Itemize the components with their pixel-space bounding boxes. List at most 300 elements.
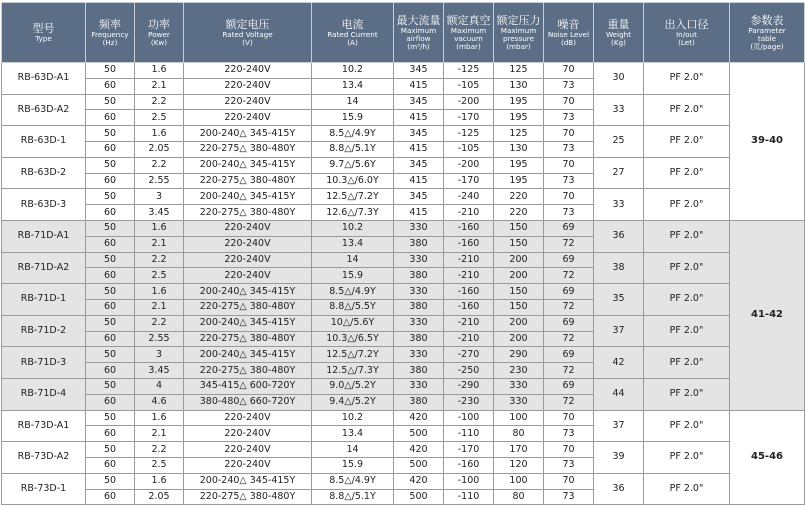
power-cell: 2.1 <box>135 299 184 315</box>
current-cell: 8.5△/4.9Y <box>312 284 394 300</box>
airflow-cell: 345 <box>394 189 444 205</box>
current-cell: 9.0△/5.2Y <box>312 378 394 394</box>
parameter-page-cell: 45-46 <box>730 410 805 505</box>
pressure-cell: 330 <box>494 378 544 394</box>
vacuum-cell: -125 <box>444 63 494 79</box>
table-header <box>2 3 805 63</box>
column-header-en-line: airflow <box>406 34 431 43</box>
column-header <box>644 3 730 63</box>
column-header-zh: 电流 <box>341 18 364 31</box>
current-cell: 8.8△/5.5Y <box>312 299 394 315</box>
pressure-cell: 230 <box>494 363 544 379</box>
model-type-cell: RB-63D-3 <box>2 189 86 221</box>
port-size-cell: PF 2.0" <box>644 126 730 158</box>
airflow-cell: 420 <box>394 473 444 489</box>
pressure-cell: 330 <box>494 394 544 410</box>
column-header <box>494 3 544 63</box>
power-cell: 2.1 <box>135 426 184 442</box>
vacuum-cell: -100 <box>444 410 494 426</box>
frequency-cell: 50 <box>86 94 135 110</box>
noise-cell: 72 <box>544 268 594 284</box>
airflow-cell: 500 <box>394 457 444 473</box>
voltage-cell: 220-240V <box>184 410 312 426</box>
weight-cell: 38 <box>594 252 644 284</box>
vacuum-cell: -270 <box>444 347 494 363</box>
pressure-cell: 200 <box>494 331 544 347</box>
frequency-cell: 50 <box>86 315 135 331</box>
model-type-cell: RB-63D-A1 <box>2 63 86 95</box>
voltage-cell: 220-240V <box>184 268 312 284</box>
weight-cell: 36 <box>594 220 644 252</box>
airflow-cell: 500 <box>394 489 444 505</box>
pressure-cell: 290 <box>494 347 544 363</box>
airflow-cell: 380 <box>394 268 444 284</box>
model-type-cell: RB-71D-1 <box>2 284 86 316</box>
weight-cell: 27 <box>594 157 644 189</box>
weight-cell: 35 <box>594 284 644 316</box>
voltage-cell: 345-415△ 600-720Y <box>184 378 312 394</box>
vacuum-cell: -170 <box>444 110 494 126</box>
pressure-cell: 195 <box>494 157 544 173</box>
power-cell: 1.6 <box>135 220 184 236</box>
frequency-cell: 50 <box>86 63 135 79</box>
column-header <box>730 3 805 63</box>
port-size-cell: PF 2.0" <box>644 157 730 189</box>
voltage-cell: 200-240△ 345-415Y <box>184 315 312 331</box>
voltage-cell: 220-275△ 380-480Y <box>184 141 312 157</box>
voltage-cell: 220-240V <box>184 457 312 473</box>
airflow-cell: 415 <box>394 110 444 126</box>
column-header-zh: 频率 <box>99 18 121 31</box>
column-header <box>2 3 86 63</box>
weight-cell: 33 <box>594 189 644 221</box>
airflow-cell: 380 <box>394 363 444 379</box>
frequency-cell: 60 <box>86 141 135 157</box>
frequency-cell: 60 <box>86 394 135 410</box>
voltage-cell: 220-240V <box>184 236 312 252</box>
vacuum-cell: -200 <box>444 94 494 110</box>
power-cell: 2.5 <box>135 268 184 284</box>
vacuum-cell: -210 <box>444 205 494 221</box>
voltage-cell: 220-240V <box>184 252 312 268</box>
current-cell: 14 <box>312 252 394 268</box>
power-cell: 2.1 <box>135 236 184 252</box>
model-type-cell: RB-71D-4 <box>2 378 86 410</box>
voltage-cell: 220-240V <box>184 110 312 126</box>
power-cell: 2.2 <box>135 94 184 110</box>
current-cell: 15.9 <box>312 457 394 473</box>
airflow-cell: 415 <box>394 141 444 157</box>
current-cell: 9.7△/5.6Y <box>312 157 394 173</box>
column-header <box>312 3 394 63</box>
vacuum-cell: -105 <box>444 78 494 94</box>
column-header-en-line: (Kg) <box>611 38 626 47</box>
model-type-cell: RB-63D-1 <box>2 126 86 158</box>
pressure-cell: 150 <box>494 299 544 315</box>
column-header-en-line: (Let) <box>678 38 695 47</box>
vacuum-cell: -160 <box>444 220 494 236</box>
noise-cell: 69 <box>544 284 594 300</box>
frequency-cell: 50 <box>86 410 135 426</box>
noise-cell: 73 <box>544 426 594 442</box>
frequency-cell: 50 <box>86 126 135 142</box>
power-cell: 3.45 <box>135 363 184 379</box>
frequency-cell: 50 <box>86 473 135 489</box>
table-row <box>2 410 805 426</box>
frequency-cell: 60 <box>86 299 135 315</box>
noise-cell: 69 <box>544 252 594 268</box>
model-type-cell: RB-71D-2 <box>2 315 86 347</box>
model-type-cell: RB-63D-2 <box>2 157 86 189</box>
port-size-cell: PF 2.0" <box>644 284 730 316</box>
pressure-cell: 150 <box>494 284 544 300</box>
column-header-en-line: (Hz) <box>102 38 118 47</box>
power-cell: 2.2 <box>135 315 184 331</box>
current-cell: 14 <box>312 442 394 458</box>
current-cell: 8.5△/4.9Y <box>312 126 394 142</box>
power-cell: 2.5 <box>135 110 184 126</box>
table-row <box>2 157 805 173</box>
column-header-en-line: In/out <box>676 30 697 39</box>
airflow-cell: 415 <box>394 205 444 221</box>
pressure-cell: 195 <box>494 94 544 110</box>
model-type-cell: RB-73D-A2 <box>2 442 86 474</box>
vacuum-cell: -170 <box>444 173 494 189</box>
noise-cell: 72 <box>544 363 594 379</box>
vacuum-cell: -100 <box>444 473 494 489</box>
airflow-cell: 380 <box>394 394 444 410</box>
airflow-cell: 330 <box>394 220 444 236</box>
port-size-cell: PF 2.0" <box>644 442 730 474</box>
airflow-cell: 380 <box>394 236 444 252</box>
power-cell: 3.45 <box>135 205 184 221</box>
vacuum-cell: -110 <box>444 489 494 505</box>
noise-cell: 70 <box>544 442 594 458</box>
noise-cell: 73 <box>544 173 594 189</box>
vacuum-cell: -290 <box>444 378 494 394</box>
noise-cell: 73 <box>544 457 594 473</box>
current-cell: 10△/5.6Y <box>312 315 394 331</box>
column-header-zh: 功率 <box>148 18 170 31</box>
pressure-cell: 120 <box>494 457 544 473</box>
weight-cell: 44 <box>594 378 644 410</box>
column-header <box>394 3 444 63</box>
airflow-cell: 345 <box>394 157 444 173</box>
noise-cell: 70 <box>544 189 594 205</box>
port-size-cell: PF 2.0" <box>644 378 730 410</box>
frequency-cell: 50 <box>86 442 135 458</box>
parameter-page-cell: 39-40 <box>730 63 805 221</box>
power-cell: 2.05 <box>135 141 184 157</box>
column-header-en-line: Noise Level <box>547 30 590 39</box>
model-type-cell: RB-73D-A1 <box>2 410 86 442</box>
column-header-en-line: Maximum <box>450 26 487 35</box>
spec-table <box>1 2 805 505</box>
weight-cell: 37 <box>594 315 644 347</box>
column-header-en-line: Weight <box>605 30 632 39</box>
port-size-cell: PF 2.0" <box>644 63 730 95</box>
voltage-cell: 220-240V <box>184 94 312 110</box>
noise-cell: 70 <box>544 94 594 110</box>
airflow-cell: 330 <box>394 347 444 363</box>
vacuum-cell: -240 <box>444 189 494 205</box>
voltage-cell: 200-240△ 345-415Y <box>184 347 312 363</box>
column-header-en-line: (mbar) <box>506 42 531 51</box>
noise-cell: 70 <box>544 126 594 142</box>
frequency-cell: 60 <box>86 426 135 442</box>
port-size-cell: PF 2.0" <box>644 189 730 221</box>
current-cell: 10.2 <box>312 220 394 236</box>
model-type-cell: RB-71D-A2 <box>2 252 86 284</box>
weight-cell: 36 <box>594 473 644 505</box>
voltage-cell: 220-275△ 380-480Y <box>184 363 312 379</box>
current-cell: 12.5△/7.2Y <box>312 189 394 205</box>
frequency-cell: 60 <box>86 110 135 126</box>
power-cell: 1.6 <box>135 126 184 142</box>
port-size-cell: PF 2.0" <box>644 220 730 252</box>
noise-cell: 72 <box>544 299 594 315</box>
port-size-cell: PF 2.0" <box>644 347 730 379</box>
pressure-cell: 195 <box>494 173 544 189</box>
table-row <box>2 284 805 300</box>
current-cell: 8.5△/4.9Y <box>312 473 394 489</box>
noise-cell: 70 <box>544 473 594 489</box>
power-cell: 4 <box>135 378 184 394</box>
column-header-en-line: Power <box>148 30 170 39</box>
current-cell: 9.4△/5.2Y <box>312 394 394 410</box>
port-size-cell: PF 2.0" <box>644 315 730 347</box>
pressure-cell: 100 <box>494 473 544 489</box>
power-cell: 2.2 <box>135 252 184 268</box>
pressure-cell: 200 <box>494 252 544 268</box>
column-header-en-line: Frequency <box>91 30 129 39</box>
current-cell: 10.3△/6.5Y <box>312 331 394 347</box>
power-cell: 2.2 <box>135 157 184 173</box>
column-header-en-line: Rated Current <box>327 30 378 39</box>
column-header <box>544 3 594 63</box>
column-header-en-line: (m³/h) <box>407 42 430 51</box>
frequency-cell: 60 <box>86 457 135 473</box>
power-cell: 1.6 <box>135 63 184 79</box>
current-cell: 12.5△/7.2Y <box>312 347 394 363</box>
noise-cell: 69 <box>544 220 594 236</box>
column-header-en-line: (dB) <box>560 38 577 47</box>
airflow-cell: 345 <box>394 94 444 110</box>
noise-cell: 70 <box>544 410 594 426</box>
frequency-cell: 60 <box>86 78 135 94</box>
port-size-cell: PF 2.0" <box>644 410 730 442</box>
airflow-cell: 345 <box>394 126 444 142</box>
voltage-cell: 200-240△ 345-415Y <box>184 284 312 300</box>
voltage-cell: 200-240△ 345-415Y <box>184 473 312 489</box>
table-row <box>2 126 805 142</box>
column-header <box>135 3 184 63</box>
pressure-cell: 125 <box>494 63 544 79</box>
table-row <box>2 220 805 236</box>
noise-cell: 73 <box>544 78 594 94</box>
weight-cell: 33 <box>594 94 644 126</box>
weight-cell: 25 <box>594 126 644 158</box>
frequency-cell: 50 <box>86 347 135 363</box>
pressure-cell: 125 <box>494 126 544 142</box>
table-row <box>2 442 805 458</box>
power-cell: 3 <box>135 347 184 363</box>
power-cell: 2.5 <box>135 457 184 473</box>
power-cell: 2.05 <box>135 489 184 505</box>
vacuum-cell: -160 <box>444 284 494 300</box>
vacuum-cell: -160 <box>444 457 494 473</box>
table-body <box>2 63 805 505</box>
frequency-cell: 60 <box>86 363 135 379</box>
column-header-zh: 参数表 <box>750 14 784 27</box>
pressure-cell: 220 <box>494 205 544 221</box>
table-row <box>2 252 805 268</box>
table-row <box>2 94 805 110</box>
column-header-zh: 噪音 <box>557 18 580 31</box>
model-type-cell: RB-71D-A1 <box>2 220 86 252</box>
column-header <box>444 3 494 63</box>
column-header <box>86 3 135 63</box>
pressure-cell: 150 <box>494 220 544 236</box>
frequency-cell: 50 <box>86 252 135 268</box>
airflow-cell: 380 <box>394 331 444 347</box>
power-cell: 2.2 <box>135 442 184 458</box>
column-header-zh: 出入口径 <box>664 18 709 31</box>
frequency-cell: 60 <box>86 205 135 221</box>
voltage-cell: 220-275△ 380-480Y <box>184 205 312 221</box>
column-header-en-line: Rated Voltage <box>222 30 273 39</box>
vacuum-cell: -110 <box>444 426 494 442</box>
frequency-cell: 60 <box>86 489 135 505</box>
airflow-cell: 330 <box>394 284 444 300</box>
noise-cell: 73 <box>544 205 594 221</box>
frequency-cell: 50 <box>86 378 135 394</box>
pressure-cell: 100 <box>494 410 544 426</box>
column-header-en-line: Maximum <box>400 26 437 35</box>
airflow-cell: 420 <box>394 410 444 426</box>
airflow-cell: 345 <box>394 63 444 79</box>
pressure-cell: 80 <box>494 426 544 442</box>
header-row <box>2 3 805 63</box>
voltage-cell: 220-240V <box>184 220 312 236</box>
vacuum-cell: -210 <box>444 331 494 347</box>
current-cell: 15.9 <box>312 268 394 284</box>
power-cell: 4.6 <box>135 394 184 410</box>
power-cell: 2.1 <box>135 78 184 94</box>
current-cell: 10.2 <box>312 63 394 79</box>
current-cell: 13.4 <box>312 236 394 252</box>
frequency-cell: 60 <box>86 236 135 252</box>
column-header <box>594 3 644 63</box>
vacuum-cell: -200 <box>444 157 494 173</box>
current-cell: 10.3△/6.0Y <box>312 173 394 189</box>
frequency-cell: 60 <box>86 268 135 284</box>
voltage-cell: 220-275△ 380-480Y <box>184 489 312 505</box>
current-cell: 15.9 <box>312 110 394 126</box>
voltage-cell: 220-275△ 380-480Y <box>184 299 312 315</box>
current-cell: 12.6△/7.3Y <box>312 205 394 221</box>
airflow-cell: 415 <box>394 173 444 189</box>
airflow-cell: 415 <box>394 78 444 94</box>
column-header <box>184 3 312 63</box>
column-header-en-line: vacuum <box>454 34 483 43</box>
port-size-cell: PF 2.0" <box>644 94 730 126</box>
column-header-en-line: table <box>757 34 777 43</box>
vacuum-cell: -210 <box>444 315 494 331</box>
table-row <box>2 473 805 489</box>
current-cell: 12.5△/7.3Y <box>312 363 394 379</box>
current-cell: 8.8△/5.1Y <box>312 141 394 157</box>
frequency-cell: 50 <box>86 157 135 173</box>
noise-cell: 69 <box>544 347 594 363</box>
column-header-en-line: Type <box>35 34 52 43</box>
pressure-cell: 170 <box>494 442 544 458</box>
pressure-cell: 80 <box>494 489 544 505</box>
pressure-cell: 150 <box>494 236 544 252</box>
vacuum-cell: -160 <box>444 236 494 252</box>
airflow-cell: 380 <box>394 299 444 315</box>
voltage-cell: 220-240V <box>184 426 312 442</box>
vacuum-cell: -210 <box>444 268 494 284</box>
weight-cell: 42 <box>594 347 644 379</box>
table-row <box>2 347 805 363</box>
weight-cell: 30 <box>594 63 644 95</box>
current-cell: 13.4 <box>312 426 394 442</box>
power-cell: 1.6 <box>135 473 184 489</box>
airflow-cell: 330 <box>394 315 444 331</box>
power-cell: 2.55 <box>135 173 184 189</box>
voltage-cell: 220-275△ 380-480Y <box>184 173 312 189</box>
voltage-cell: 200-240△ 345-415Y <box>184 189 312 205</box>
port-size-cell: PF 2.0" <box>644 252 730 284</box>
power-cell: 1.6 <box>135 284 184 300</box>
voltage-cell: 380-480△ 660-720Y <box>184 394 312 410</box>
column-header-zh: 额定压力 <box>496 14 541 27</box>
column-header-zh: 型号 <box>32 22 55 35</box>
airflow-cell: 330 <box>394 378 444 394</box>
voltage-cell: 220-275△ 380-480Y <box>184 331 312 347</box>
voltage-cell: 200-240△ 345-415Y <box>184 157 312 173</box>
column-header-zh: 额定电压 <box>225 18 270 31</box>
frequency-cell: 60 <box>86 331 135 347</box>
vacuum-cell: -105 <box>444 141 494 157</box>
table-row <box>2 63 805 79</box>
noise-cell: 72 <box>544 236 594 252</box>
frequency-cell: 50 <box>86 189 135 205</box>
column-header-en-line: Maximum <box>500 26 537 35</box>
frequency-cell: 50 <box>86 284 135 300</box>
current-cell: 14 <box>312 94 394 110</box>
vacuum-cell: -125 <box>444 126 494 142</box>
noise-cell: 69 <box>544 315 594 331</box>
pressure-cell: 200 <box>494 268 544 284</box>
table-row <box>2 315 805 331</box>
voltage-cell: 220-240V <box>184 78 312 94</box>
model-type-cell: RB-73D-1 <box>2 473 86 505</box>
column-header-zh: 重量 <box>607 18 630 31</box>
weight-cell: 39 <box>594 442 644 474</box>
column-header-en-line: (mbar) <box>456 42 481 51</box>
vacuum-cell: -230 <box>444 394 494 410</box>
power-cell: 3 <box>135 189 184 205</box>
airflow-cell: 330 <box>394 252 444 268</box>
column-header-en-line: (Kw) <box>150 38 168 47</box>
airflow-cell: 500 <box>394 426 444 442</box>
pressure-cell: 130 <box>494 141 544 157</box>
noise-cell: 73 <box>544 489 594 505</box>
column-header-en-line: (V) <box>242 38 253 47</box>
table-row <box>2 189 805 205</box>
